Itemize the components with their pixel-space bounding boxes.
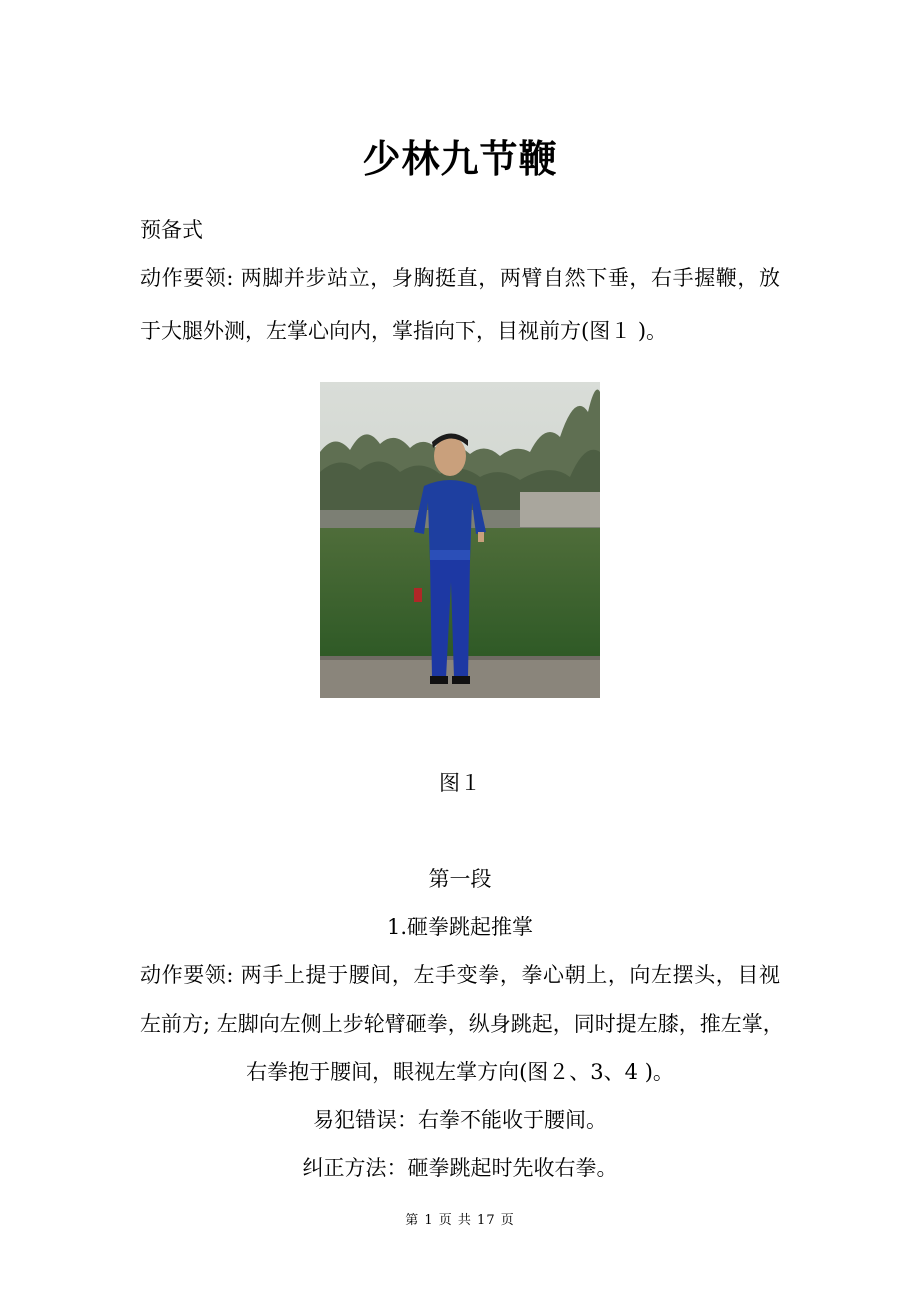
- section-heading-prep: 预备式: [140, 218, 203, 242]
- paragraph-line: 左前方; 左脚向左侧上步轮臂砸拳，纵身跳起，同时提左膝，推左掌，: [140, 1012, 784, 1036]
- paragraph-line: 于大腿外测，左掌心向内，掌指向下，目视前方(图１ )。: [140, 319, 668, 343]
- figure-caption: 图１: [439, 771, 481, 795]
- document-title: 少林九节鞭: [362, 137, 558, 181]
- move-heading: 1.砸拳跳起推掌: [386, 915, 534, 939]
- figure-photo: [320, 382, 600, 698]
- part-heading: 第一段: [428, 867, 492, 891]
- paragraph-line: 动作要领: 两脚并步站立，身胸挺直，两臂自然下垂，右手握鞭，放: [140, 266, 780, 290]
- error-note: 易犯错误：右拳不能收于腰间。: [313, 1108, 607, 1132]
- correction-note: 纠正方法：砸拳跳起时先收右拳。: [302, 1156, 618, 1180]
- page-footer: 第 1 页 共 17 页: [405, 1213, 515, 1228]
- paragraph-line: 动作要领: 两手上提于腰间，左手变拳，拳心朝上，向左摆头，目视: [140, 963, 780, 987]
- paragraph-line: 右拳抱于腰间，眼视左掌方向(图２、3、4 )。: [246, 1060, 674, 1084]
